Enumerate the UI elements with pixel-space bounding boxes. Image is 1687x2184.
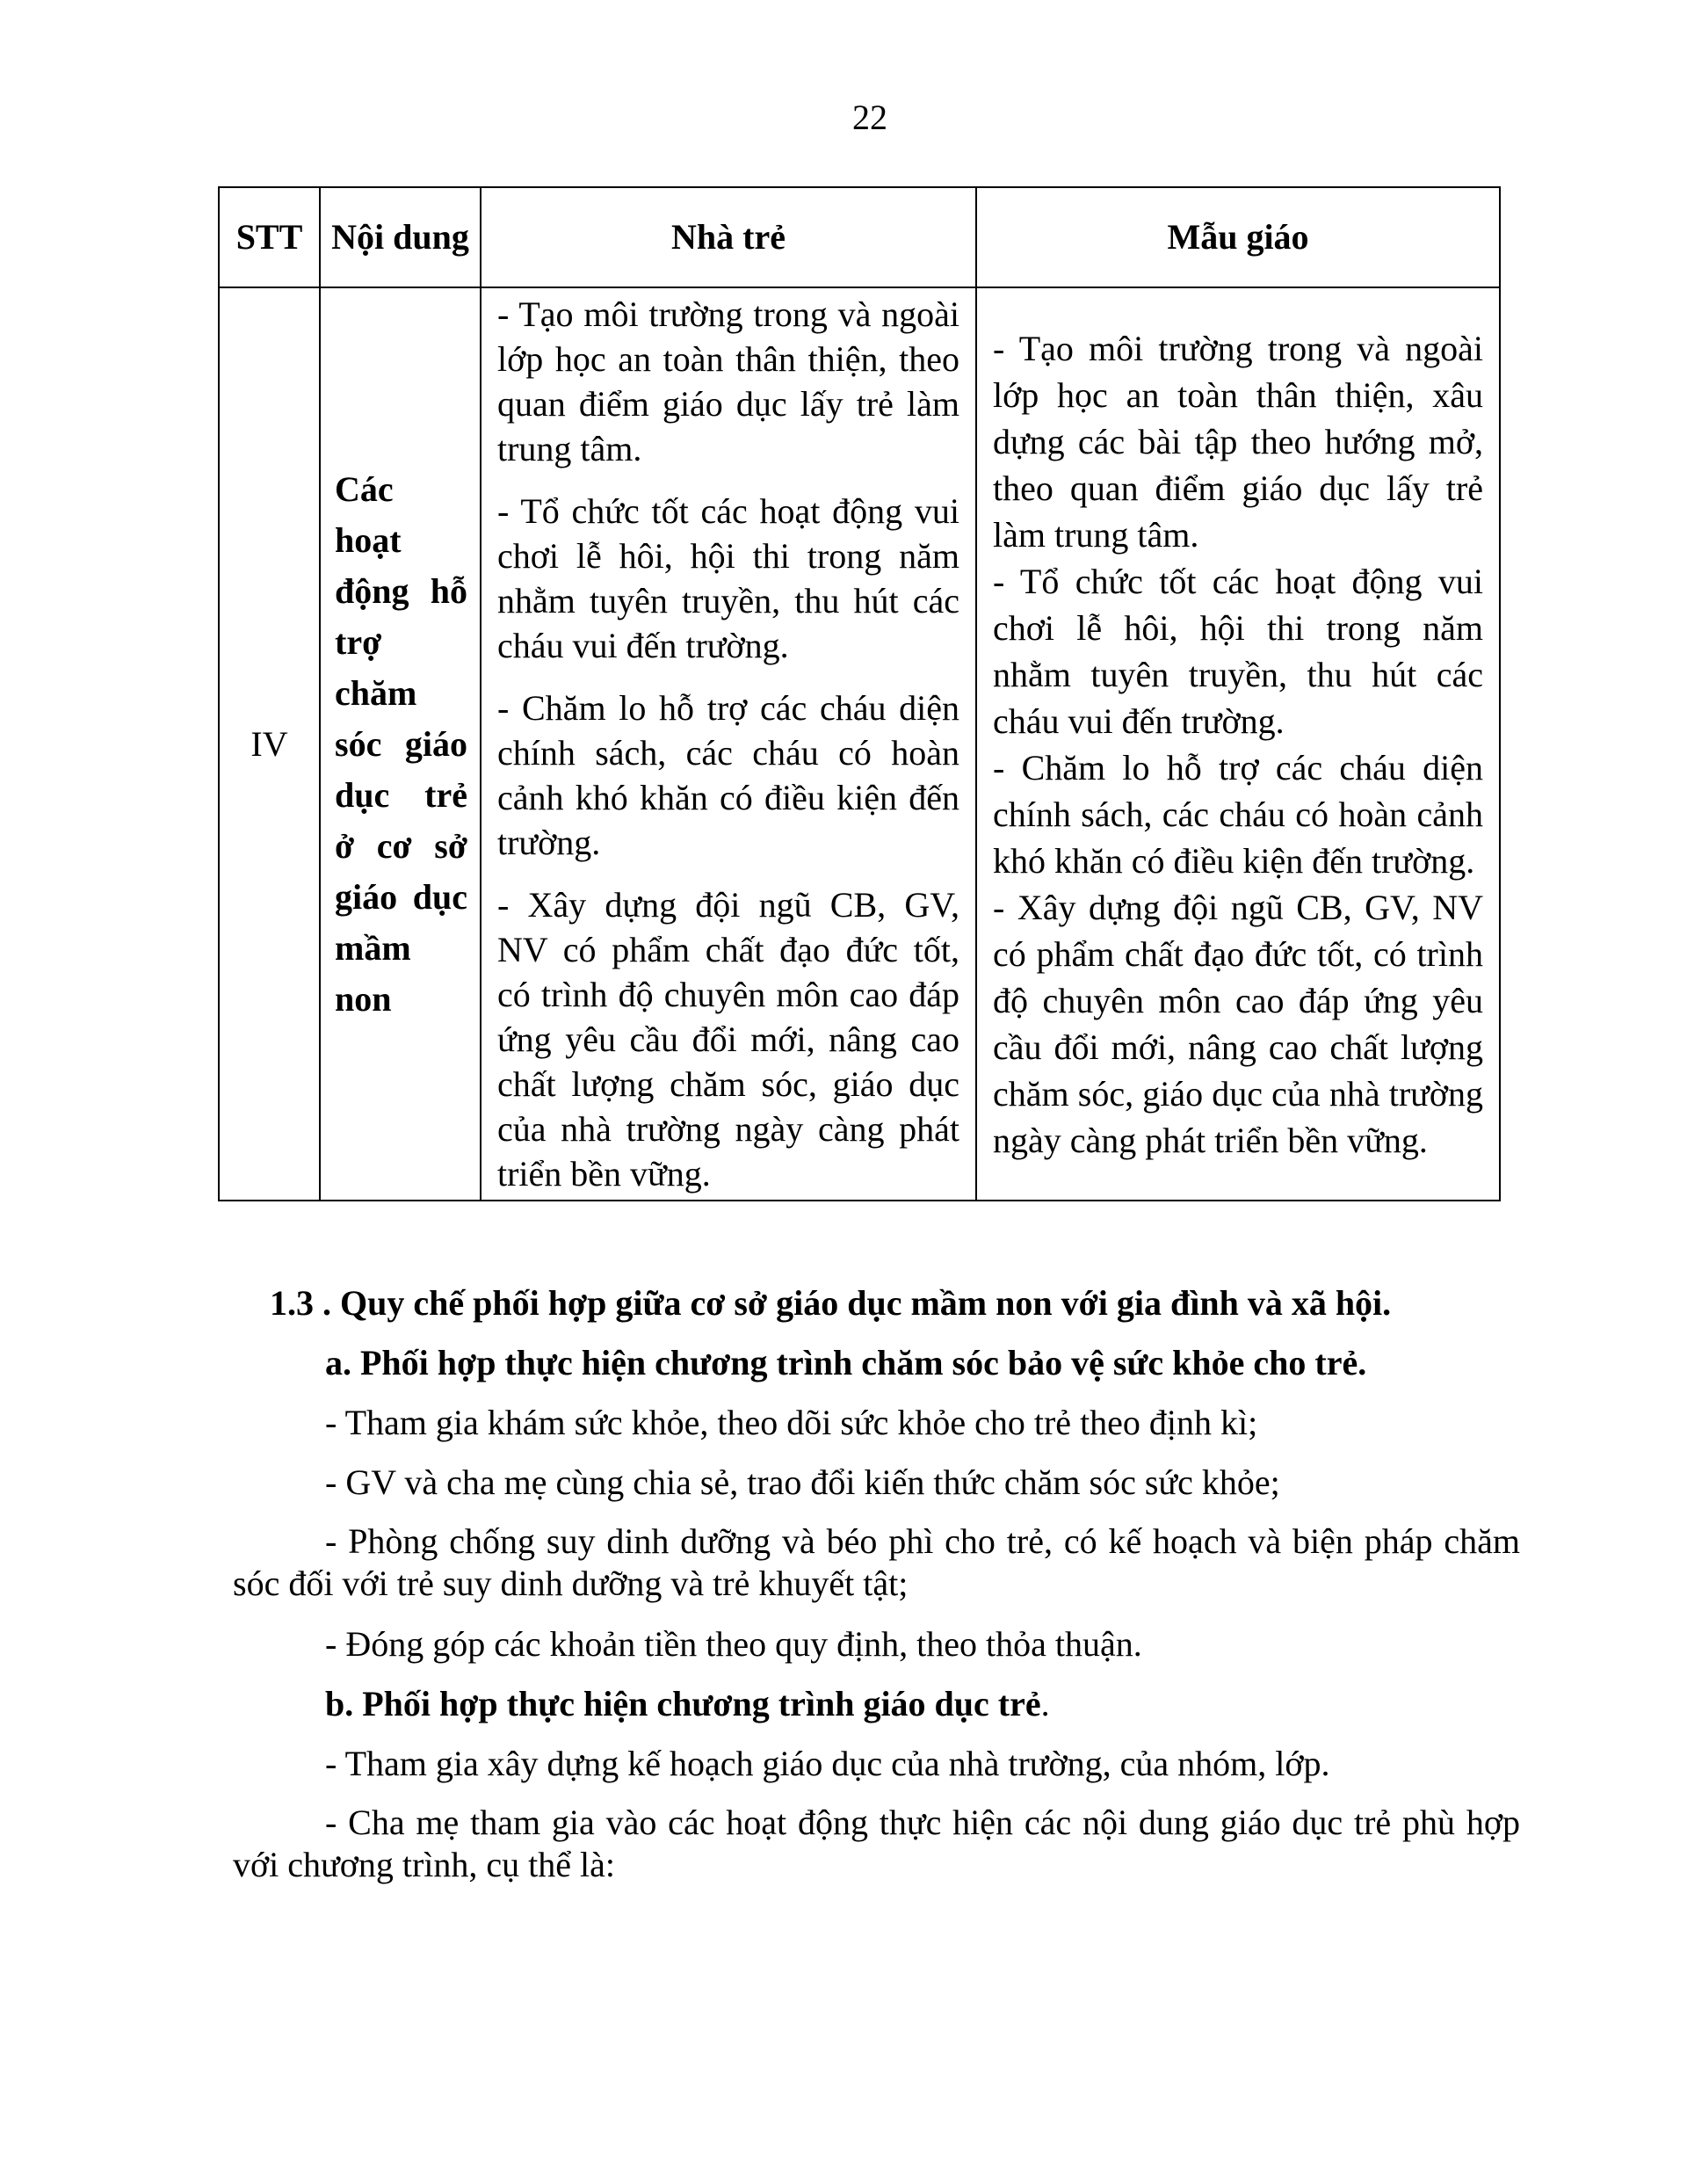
nha-tre-item: - Chăm lo hỗ trợ các cháu diện chính sách, các cháu có hoàn cảnh khó khăn có điều kiện đến trường. — [497, 688, 959, 862]
nha-tre-item: - Xây dựng đội ngũ CB, GV, NV có phẩm chất đạo đức tốt, có trình độ chuyên môn cao đáp ứng yêu cầu đổi mới, nâng cao chất lượng chăm sóc, giáo dục của nhà trường ngày càng phát triển bền vững. — [497, 885, 959, 1194]
list-item: - Cha mẹ tham gia vào các hoạt động thực hiện các nội dung giáo dục trẻ phù hợp với chương trình, cụ thể là: — [233, 1803, 1520, 1884]
activities-table — [218, 186, 1501, 1201]
row-noi-dung: Các hoạt động hỗ trợ chăm sóc giáo dục trẻ ở cơ sở giáo dục mầm non — [320, 287, 481, 1201]
mau-giao-item: - Chăm lo hỗ trợ các cháu diện chính sách, các cháu có hoàn cảnh khó khăn có điều kiện đến trường. — [993, 747, 1483, 881]
nha-tre-item: - Tạo môi trường trong và ngoài lớp học an toàn thân thiện, theo quan điểm giáo dục lấy trẻ làm trung tâm. — [497, 294, 959, 468]
list-item: - Tham gia xây dựng kế hoạch giáo dục của nhà trường, của nhóm, lớp. — [325, 1744, 1330, 1783]
row-mau-giao — [976, 287, 1500, 1201]
header-stt: STT — [219, 187, 320, 287]
row-stt: IV — [219, 287, 320, 1201]
table-row — [219, 287, 1500, 1201]
list-item: - GV và cha mẹ cùng chia sẻ, trao đổi kiến thức chăm sóc sức khỏe; — [325, 1462, 1280, 1502]
section-body — [233, 1281, 1520, 1904]
table-header-row — [219, 187, 1500, 287]
page-number: 22 — [852, 98, 887, 137]
list-item: - Đóng góp các khoản tiền theo quy định, theo thỏa thuận. — [325, 1624, 1142, 1664]
subheading-b — [233, 1682, 1520, 1742]
subheading-a: a. Phối hợp thực hiện chương trình chăm sóc bảo vệ sức khỏe cho trẻ. — [325, 1343, 1367, 1382]
header-nha-tre: Nhà trẻ — [481, 187, 976, 287]
nha-tre-item: - Tổ chức tốt các hoạt động vui chơi lễ hôi, hội thi trong năm nhằm tuyên truyền, thu hút các cháu vui đến trường. — [497, 491, 959, 665]
mau-giao-item: - Xây dựng đội ngũ CB, GV, NV có phẩm chất đạo đức tốt, có trình độ chuyên môn cao đáp ứng yêu cầu đổi mới, nâng cao chất lượng chăm sóc, giáo dục của nhà trường ngày càng phát triển bền vững. — [993, 887, 1483, 1160]
subheading-b-period: . — [1040, 1684, 1050, 1723]
section-heading: 1.3 . Quy chế phối hợp giữa cơ sở giáo dục mầm non với gia đình và xã hội. — [270, 1283, 1392, 1323]
subheading-b-text: b. Phối hợp thực hiện chương trình giáo dục trẻ — [325, 1684, 1041, 1723]
header-noi-dung: Nội dung — [320, 187, 481, 287]
header-mau-giao: Mẫu giáo — [976, 187, 1500, 287]
mau-giao-item: - Tổ chức tốt các hoạt động vui chơi lễ hôi, hội thi trong năm nhằm tuyên truyền, thu hút các cháu vui đến trường. — [993, 561, 1483, 741]
mau-giao-item: - Tạo môi trường trong và ngoài lớp học an toàn thân thiện, xâu dựng các bài tập theo hướng mở, theo quan điểm giáo dục lấy trẻ làm trung tâm. — [993, 328, 1483, 555]
row-nha-tre — [481, 287, 976, 1201]
list-item: - Phòng chống suy dinh dưỡng và béo phì cho trẻ, có kế hoạch và biện pháp chăm sóc đối với trẻ suy dinh dưỡng và trẻ khuyết tật; — [233, 1521, 1520, 1603]
list-item: - Tham gia khám sức khỏe, theo dõi sức khỏe cho trẻ theo định kì; — [325, 1403, 1258, 1442]
